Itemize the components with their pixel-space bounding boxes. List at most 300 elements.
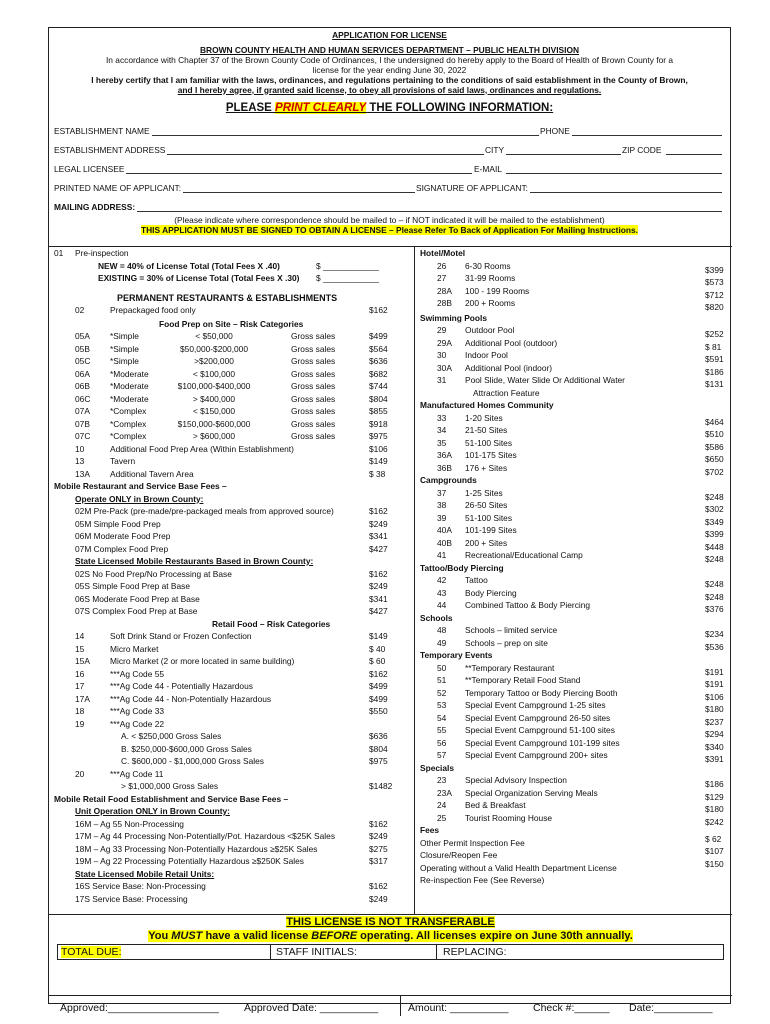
spec_rows-label: Special Advisory Inspection (465, 775, 567, 785)
camp_rows-fee: $349 (705, 516, 724, 527)
spec_rows-fee: $129 (705, 791, 724, 802)
school_rows-code: 49 (437, 637, 447, 648)
pool_rows-code: 29 (437, 325, 447, 335)
spec_rows-fee: $186 (705, 779, 724, 789)
pool_rows-code: 29A (437, 337, 452, 348)
risk-code: 05C (75, 356, 91, 366)
risk-code: 05A (75, 331, 90, 341)
mhc_rows-fee: $464 (705, 416, 724, 427)
risk-gross-sales: Gross sales (291, 331, 336, 341)
mhc_rows-code: 36A (437, 450, 452, 460)
mailing-note: (Please indicate where correspondence should be mailed to – if NOT indicated it will be mailed to the establishment) (174, 215, 605, 225)
hotel_rows-label: 200 + Rooms (465, 298, 516, 308)
retail-fee: $ 60 (369, 656, 386, 666)
establishment-name-field[interactable] (149, 135, 539, 136)
camp_rows-code: 38 (437, 500, 447, 510)
print-post: THE FOLLOWING INFORMATION: (366, 102, 554, 115)
temp_rows-label: Special Event Campground 51-100 sites (465, 725, 615, 735)
risk-range: < $150,000 (192, 406, 236, 416)
ag22-label: C. $600,000 - $1,000,000 Gross Sales (121, 756, 264, 766)
staff-initials-label: STAFF INITIALS: (276, 945, 357, 958)
retail-label: ***Ag Code 22 (110, 718, 165, 729)
retail-code: 19 (75, 718, 85, 729)
row-mailing-address (54, 196, 725, 215)
spec_rows-code: 23 (437, 775, 447, 785)
tattoo_rows-fee: $248 (705, 579, 724, 589)
risk-gross-sales: Gross sales (291, 393, 336, 404)
retail-fee: $162 (369, 668, 388, 679)
risk-range: > $400,000 (192, 393, 236, 404)
right-fee-column (415, 247, 732, 914)
school_rows-code: 48 (437, 625, 447, 635)
pool_rows-label: Indoor Pool (465, 350, 508, 360)
totals-row (57, 944, 724, 960)
pool_rows-fee: $252 (705, 329, 724, 339)
retail-code: 14 (75, 631, 85, 641)
retail-code: 15 (75, 643, 85, 654)
based-label: 07S Complex Food Prep at Base (75, 606, 198, 616)
mhc_rows-label: 21-50 Sites (465, 425, 508, 435)
pool_rows-code: 30 (437, 350, 447, 360)
mailing-address-label: MAILING ADDRESS: (54, 202, 136, 213)
unit-label: 17M – Ag 44 Processing Non-Potentially/Pot. Hazardous <$25K Sales (75, 831, 336, 841)
mobile-retail-heading: Mobile Retail Food Establishment and Service Base Fees – (54, 793, 289, 804)
risk-fee: $499 (369, 331, 388, 341)
temp_rows-fee: $237 (705, 716, 724, 727)
temp_rows-label: Temporary Tattoo or Body Piercing Booth (465, 687, 618, 698)
risk-range: > $600,000 (192, 431, 236, 441)
camp_rows-fee: $399 (705, 529, 724, 539)
permanent-heading: PERMANENT RESTAURANTS & ESTABLISHMENTS (117, 292, 338, 303)
retail-label: ***Ag Code 44 - Potentially Hazardous (110, 681, 253, 691)
fees-fee: $150 (705, 858, 724, 869)
mobile-fee: $341 (369, 531, 388, 541)
spec_rows-code: 25 (437, 812, 447, 823)
tattoo_rows-fee: $376 (705, 604, 724, 614)
camp_rows-code: 39 (437, 512, 447, 523)
camp_rows-fee: $448 (705, 541, 724, 552)
printed-name-label: PRINTED NAME OF APPLICANT: (54, 183, 182, 194)
unit-label: 18M – Ag 33 Processing Non-Potentially Hazardous ≥$25K Sales (75, 843, 318, 854)
temp_rows-label: **Temporary Restaurant (465, 662, 555, 673)
row-establishment-name (54, 120, 725, 139)
camp_rows-code: 40A (437, 525, 452, 535)
retail-label: Micro Market (110, 643, 159, 654)
ag11-fee: $1482 (369, 781, 393, 791)
print-pre: PLEASE (225, 102, 276, 115)
form-header (49, 28, 730, 95)
retail-heading: Retail Food – Risk Categories (212, 618, 331, 629)
tattoo_rows-code: 44 (437, 600, 447, 610)
retail-label: Micro Market (2 or more located in same building) (110, 656, 295, 666)
existing-dollar-blank: $ ____________ (316, 273, 379, 283)
retail-label: Soft Drink Stand or Frozen Confection (110, 631, 252, 641)
tattoo_rows-code: 42 (437, 575, 447, 585)
misc-fee: $106 (369, 443, 388, 454)
risk-code: 06C (75, 393, 91, 404)
temp_rows-fee: $294 (705, 729, 724, 739)
risk-gross-sales: Gross sales (291, 343, 336, 354)
risk-code: 07A (75, 406, 90, 416)
mobile-label: 07M Complex Food Prep (75, 543, 169, 554)
mhc_rows-code: 36B (437, 462, 452, 473)
temp_rows-label: Special Event Campground 1-25 sites (465, 700, 606, 710)
risk-fee: $804 (369, 393, 388, 404)
mhc_rows-label: 1-20 Sites (465, 412, 503, 423)
unit-operation: Unit Operation ONLY in Brown County: (75, 806, 230, 816)
fees-label: Other Permit Inspection Fee (420, 837, 525, 848)
hotel_rows-fee: $573 (705, 277, 724, 287)
hotel_rows-code: 28A (437, 285, 452, 296)
risk-tier: *Complex (110, 431, 147, 441)
temp_rows-fee: $391 (705, 754, 724, 764)
food-prep-heading: Food Prep on Site – Risk Categories (159, 318, 304, 329)
spec_rows-label: Bed & Breakfast (465, 800, 526, 810)
tattoo_rows-fee: $248 (705, 591, 724, 602)
legal-licensee-label: LEGAL LICENSEE (54, 164, 125, 175)
risk-fee: $564 (369, 343, 388, 354)
based-label: 06S Moderate Food Prep at Base (75, 593, 200, 604)
ag22-label: B. $250,000-$600,000 Gross Sales (121, 743, 252, 754)
fees-fee: $107 (705, 846, 724, 856)
date-field[interactable]: Date:__________ (629, 1002, 713, 1014)
pool-heading: Swimming Pools (420, 312, 488, 323)
temp_rows-code: 52 (437, 687, 447, 698)
total-due-label: TOTAL DUE: (61, 945, 122, 958)
retail-fee: $499 (369, 681, 388, 691)
temp_rows-code: 50 (437, 662, 447, 673)
replacing-label: REPLACING: (443, 945, 507, 958)
prepack-code: 02 (75, 305, 85, 315)
temp_rows-code: 57 (437, 750, 447, 760)
new-dollar-blank: $ ____________ (316, 260, 379, 271)
retail-fee: $149 (369, 631, 388, 641)
mhc_rows-code: 34 (437, 425, 447, 435)
state-label: 17S Service Base: Processing (75, 893, 188, 904)
mobile-fee: $249 (369, 518, 388, 529)
email-field[interactable] (506, 173, 722, 174)
spec_rows-fee: $180 (705, 804, 724, 814)
risk-range: < $100,000 (192, 368, 236, 379)
risk-tier: *Complex (110, 406, 147, 416)
temp_rows-fee: $180 (705, 704, 724, 714)
spec-heading: Specials (420, 762, 454, 773)
risk-fee: $682 (369, 368, 388, 379)
approval-row (49, 995, 732, 1016)
misc-code: 13A (75, 468, 90, 479)
establishment-name-label: ESTABLISHMENT NAME (54, 126, 150, 137)
spec_rows-fee: $242 (705, 816, 724, 827)
retail-label: ***Ag Code 55 (110, 668, 165, 679)
tattoo-heading: Tattoo/Body Piercing (420, 562, 504, 573)
email-label: E-MAIL (474, 164, 502, 175)
risk-tier: *Simple (110, 331, 139, 341)
hotel_rows-code: 28B (437, 298, 452, 308)
ag22-label: A. < $250,000 Gross Sales (121, 731, 222, 741)
retail-code: 15A (75, 656, 90, 666)
retail-label: ***Ag Code 33 (110, 706, 165, 716)
tattoo_rows-label: Body Piercing (465, 587, 517, 598)
certify-line-1: I hereby certify that I am familiar with the laws, ordinances, and regulations pertaining to the conditions of said establishment in the County of Brown, (91, 74, 688, 85)
unit-fee: $162 (369, 818, 388, 829)
certify-line-2: and I hereby agree, if granted said license, to obey all provisions of said laws, ordinances and regulations. (177, 84, 602, 95)
unit-label: 19M – Ag 22 Processing Potentially Hazardous ≥$250K Sales (75, 856, 304, 866)
city-label: CITY (485, 145, 505, 156)
misc-label: Additional Tavern Area (110, 468, 194, 479)
risk-range: $50,000-$200,000 (180, 343, 248, 354)
risk-tier: *Moderate (110, 393, 149, 404)
camp_rows-label: 26-50 Sites (465, 500, 508, 510)
hotel_rows-fee: $399 (705, 264, 724, 275)
state-fee: $249 (369, 893, 388, 904)
risk-fee: $975 (369, 431, 388, 441)
mhc_rows-label: 51-100 Sites (465, 437, 513, 448)
misc-fee: $149 (369, 456, 388, 466)
retail-label: ***Ag Code 44 - Non-Potentially Hazardous (110, 693, 272, 704)
temp_rows-label: Special Event Campground 101-199 sites (465, 737, 620, 748)
mhc_rows-fee: $586 (705, 441, 724, 452)
fees-heading: Fees (420, 825, 440, 835)
spec_rows-code: 24 (437, 800, 447, 810)
hotel_rows-label: 100 - 199 Rooms (465, 285, 530, 296)
zip-field[interactable] (666, 154, 722, 155)
preinspect-code: 01 (54, 248, 64, 258)
ag22-fee: $636 (369, 731, 388, 741)
phone-field[interactable] (572, 135, 722, 136)
intro-line-2: license for the year ending June 30, 2022 (312, 64, 467, 75)
fee-columns (49, 246, 732, 914)
prepack-label: Prepackaged food only (110, 305, 196, 315)
retail-code: 18 (75, 706, 85, 716)
risk-tier: *Moderate (110, 381, 149, 391)
temp_rows-code: 53 (437, 700, 447, 710)
misc-fee: $ 38 (369, 468, 386, 479)
pool_rows-label: Outdoor Pool (465, 325, 515, 335)
temp-heading: Temporary Events (420, 650, 493, 660)
pool_rows-fee: $186 (705, 366, 724, 377)
hotel_rows-fee: $712 (705, 289, 724, 300)
camp_rows-code: 40B (437, 537, 452, 548)
temp_rows-code: 55 (437, 725, 447, 735)
misc-code: 10 (75, 443, 85, 454)
based-label: 02S No Food Prep/No Processing at Base (75, 568, 232, 579)
based-fee: $162 (369, 568, 388, 579)
camp_rows-label: 1-25 Sites (465, 487, 503, 498)
state-label: 16S Service Base: Non-Processing (75, 881, 206, 891)
temp_rows-label: **Temporary Retail Food Stand (465, 675, 581, 685)
mobile-based: State Licensed Mobile Restaurants Based in Brown County: (75, 556, 314, 566)
temp_rows-code: 54 (437, 712, 447, 723)
risk-gross-sales: Gross sales (291, 356, 336, 366)
pool_rows-label: Additional Pool (outdoor) (465, 337, 558, 348)
risk-range: $100,000-$400,000 (177, 381, 251, 391)
new-preinspect-label: NEW = 40% of License Total (Total Fees X .40) (98, 260, 280, 271)
printed-name-field[interactable] (180, 192, 415, 193)
fees-label: Closure/Reopen Fee (420, 850, 498, 860)
spec_rows-label: Tourist Rooming House (465, 812, 553, 823)
school_rows-fee: $234 (705, 629, 724, 639)
department-name: BROWN COUNTY HEALTH AND HUMAN SERVICES DEPARTMENT – PUBLIC HEALTH DIVISION (199, 44, 580, 55)
hotel_rows-label: 6-30 Rooms (465, 260, 511, 271)
intro-line-1: In accordance with Chapter 37 of the Brown County Code of Ordinances, I the undersigned do hereby apply to the Board of Health of Brown County for a (105, 54, 674, 65)
pool_rows-label: Additional Pool (indoor) (465, 362, 553, 373)
mhc_rows-fee: $702 (705, 466, 724, 477)
valid-before: BEFORE (311, 929, 358, 942)
risk-code: 06B (75, 381, 90, 391)
hotel_rows-code: 26 (437, 260, 447, 271)
check-number-field[interactable]: Check #:______ (533, 1002, 610, 1014)
camp_rows-label: 200 + Sites (465, 537, 508, 548)
unit-fee: $249 (369, 831, 388, 841)
valid-mid: have a valid license (202, 929, 312, 942)
establishment-address-label: ESTABLISHMENT ADDRESS (54, 145, 166, 156)
form-footer (49, 914, 732, 1014)
retail-code: 17A (75, 693, 90, 704)
approved-field[interactable]: Approved:___________________ (60, 1002, 219, 1014)
mobile-label: 05M Simple Food Prep (75, 518, 161, 529)
state-fee: $162 (369, 881, 388, 891)
mhc_rows-label: 101-175 Sites (465, 450, 517, 460)
mhc_rows-code: 33 (437, 412, 447, 423)
mhc_rows-fee: $650 (705, 454, 724, 464)
school_rows-fee: $536 (705, 641, 724, 652)
left-fee-column (49, 247, 415, 914)
retail-fee: $499 (369, 693, 388, 704)
risk-range: $150,000-$600,000 (177, 418, 251, 429)
risk-tier: *Simple (110, 343, 139, 354)
mailing-address-field[interactable] (136, 211, 722, 212)
school_rows-label: Schools – limited service (465, 625, 558, 635)
signature-field[interactable] (526, 192, 722, 193)
valid-pre: You (148, 929, 172, 942)
temp_rows-label: Special Event Campground 200+ sites (465, 750, 608, 760)
state-retail-heading: State Licensed Mobile Retail Units: (75, 868, 215, 879)
valid-license-notice (148, 930, 633, 942)
spec_rows-code: 23A (437, 787, 452, 798)
misc-label: Additional Food Prep Area (Within Establishment) (110, 443, 294, 454)
must-sign-notice: THIS APPLICATION MUST BE SIGNED TO OBTAIN A LICENSE – Please Refer To Back of Application For Mailing Instructions. (141, 224, 638, 235)
based-fee: $249 (369, 581, 388, 591)
fees-fee: $ 62 (705, 833, 722, 844)
temp_rows-code: 51 (437, 675, 447, 685)
risk-range: < $50,000 (195, 331, 233, 341)
mobile-label: 06M Moderate Food Prep (75, 531, 171, 541)
risk-tier: *Complex (110, 418, 147, 429)
temp_rows-fee: $191 (705, 666, 724, 677)
risk-fee: $744 (369, 381, 388, 391)
amount-field[interactable]: Amount: __________ (408, 1002, 509, 1014)
spec_rows-label: Special Organization Serving Meals (465, 787, 598, 798)
mhc_rows-code: 35 (437, 437, 447, 448)
row-legal-licensee (54, 158, 725, 177)
mobile-heading: Mobile Restaurant and Service Base Fees – (54, 481, 227, 491)
fees-label: Re-inspection Fee (See Reverse) (420, 875, 545, 885)
mhc_rows-label: 176 + Sites (465, 462, 508, 473)
risk-fee: $855 (369, 406, 388, 416)
temp_rows-fee: $106 (705, 691, 724, 702)
risk-code: 07C (75, 431, 91, 441)
based-fee: $427 (369, 606, 388, 616)
unit-fee: $317 (369, 856, 388, 866)
based-fee: $341 (369, 593, 388, 604)
temp_rows-code: 56 (437, 737, 447, 748)
mhc-heading: Manufactured Homes Community (420, 400, 554, 410)
unit-fee: $275 (369, 843, 388, 854)
mhc_rows-fee: $510 (705, 429, 724, 439)
school-heading: Schools (420, 612, 453, 623)
camp_rows-fee: $248 (705, 491, 724, 502)
misc-label: Tavern (110, 456, 136, 466)
print-clearly-highlight: PRINT CLEARLY (275, 102, 367, 115)
ag22-fee: $804 (369, 743, 388, 754)
risk-gross-sales: Gross sales (291, 368, 336, 379)
print-clearly-heading (49, 102, 730, 116)
retail-fee: $550 (369, 706, 388, 716)
row-printed-name (54, 177, 725, 196)
unit-label: 16M – Ag 55 Non-Processing (75, 818, 184, 829)
prepack-fee: $162 (369, 305, 388, 315)
hotel-heading: Hotel/Motel (420, 248, 466, 258)
establishment-address-field[interactable] (162, 154, 484, 155)
risk-fee: $636 (369, 356, 388, 366)
tattoo_rows-label: Tattoo (465, 575, 488, 585)
risk-gross-sales: Gross sales (291, 418, 336, 429)
risk-code: 05B (75, 343, 90, 354)
pool_rows-fee: $591 (705, 354, 724, 364)
pool-continuation: Attraction Feature (473, 387, 540, 398)
legal-licensee-field[interactable] (121, 173, 472, 174)
camp_rows-code: 37 (437, 487, 447, 498)
signature-label: SIGNATURE OF APPLICANT: (416, 183, 528, 194)
misc-code: 13 (75, 456, 85, 466)
camp_rows-label: 101-199 Sites (465, 525, 517, 535)
city-field[interactable] (506, 154, 621, 155)
phone-label: PHONE (540, 126, 570, 137)
ag11-label: ***Ag Code 11 (110, 768, 164, 779)
mobile-fee: $427 (369, 543, 388, 554)
hotel_rows-fee: $820 (705, 302, 724, 312)
not-transferable-notice: THIS LICENSE IS NOT TRANSFERABLE (286, 916, 495, 928)
existing-preinspect-label: EXISTING = 30% of License Total (Total Fees X .30) (98, 273, 300, 283)
mobile-fee: $162 (369, 506, 388, 516)
risk-code: 07B (75, 418, 90, 429)
mobile-operate: Operate ONLY in Brown County: (75, 493, 204, 504)
risk-gross-sales: Gross sales (291, 431, 336, 441)
temp_rows-fee: $340 (705, 741, 724, 752)
pool_rows-label: Pool Slide, Water Slide Or Additional Water (465, 375, 625, 385)
approved-date-field[interactable]: Approved Date: __________ (244, 1002, 379, 1014)
valid-must: MUST (171, 929, 203, 942)
pool_rows-fee: $ 81 (705, 341, 722, 352)
hotel_rows-label: 31-99 Rooms (465, 273, 516, 283)
row-establishment-address (54, 139, 725, 158)
tattoo_rows-code: 43 (437, 587, 447, 598)
license-application-form (48, 27, 731, 1014)
pool_rows-fee: $131 (705, 379, 724, 389)
based-label: 05S Simple Food Prep at Base (75, 581, 190, 591)
camp_rows-code: 41 (437, 550, 447, 560)
camp-heading: Campgrounds (420, 475, 477, 485)
temp_rows-fee: $191 (705, 679, 724, 689)
camp_rows-fee: $248 (705, 554, 724, 564)
camp_rows-fee: $302 (705, 504, 724, 514)
risk-gross-sales: Gross sales (291, 406, 336, 416)
ag11-sub: > $1,000,000 Gross Sales (121, 781, 219, 791)
pool_rows-code: 31 (437, 375, 447, 385)
hotel_rows-code: 27 (437, 273, 447, 283)
risk-range: >$200,000 (194, 356, 234, 366)
retail-code: 17 (75, 681, 85, 691)
